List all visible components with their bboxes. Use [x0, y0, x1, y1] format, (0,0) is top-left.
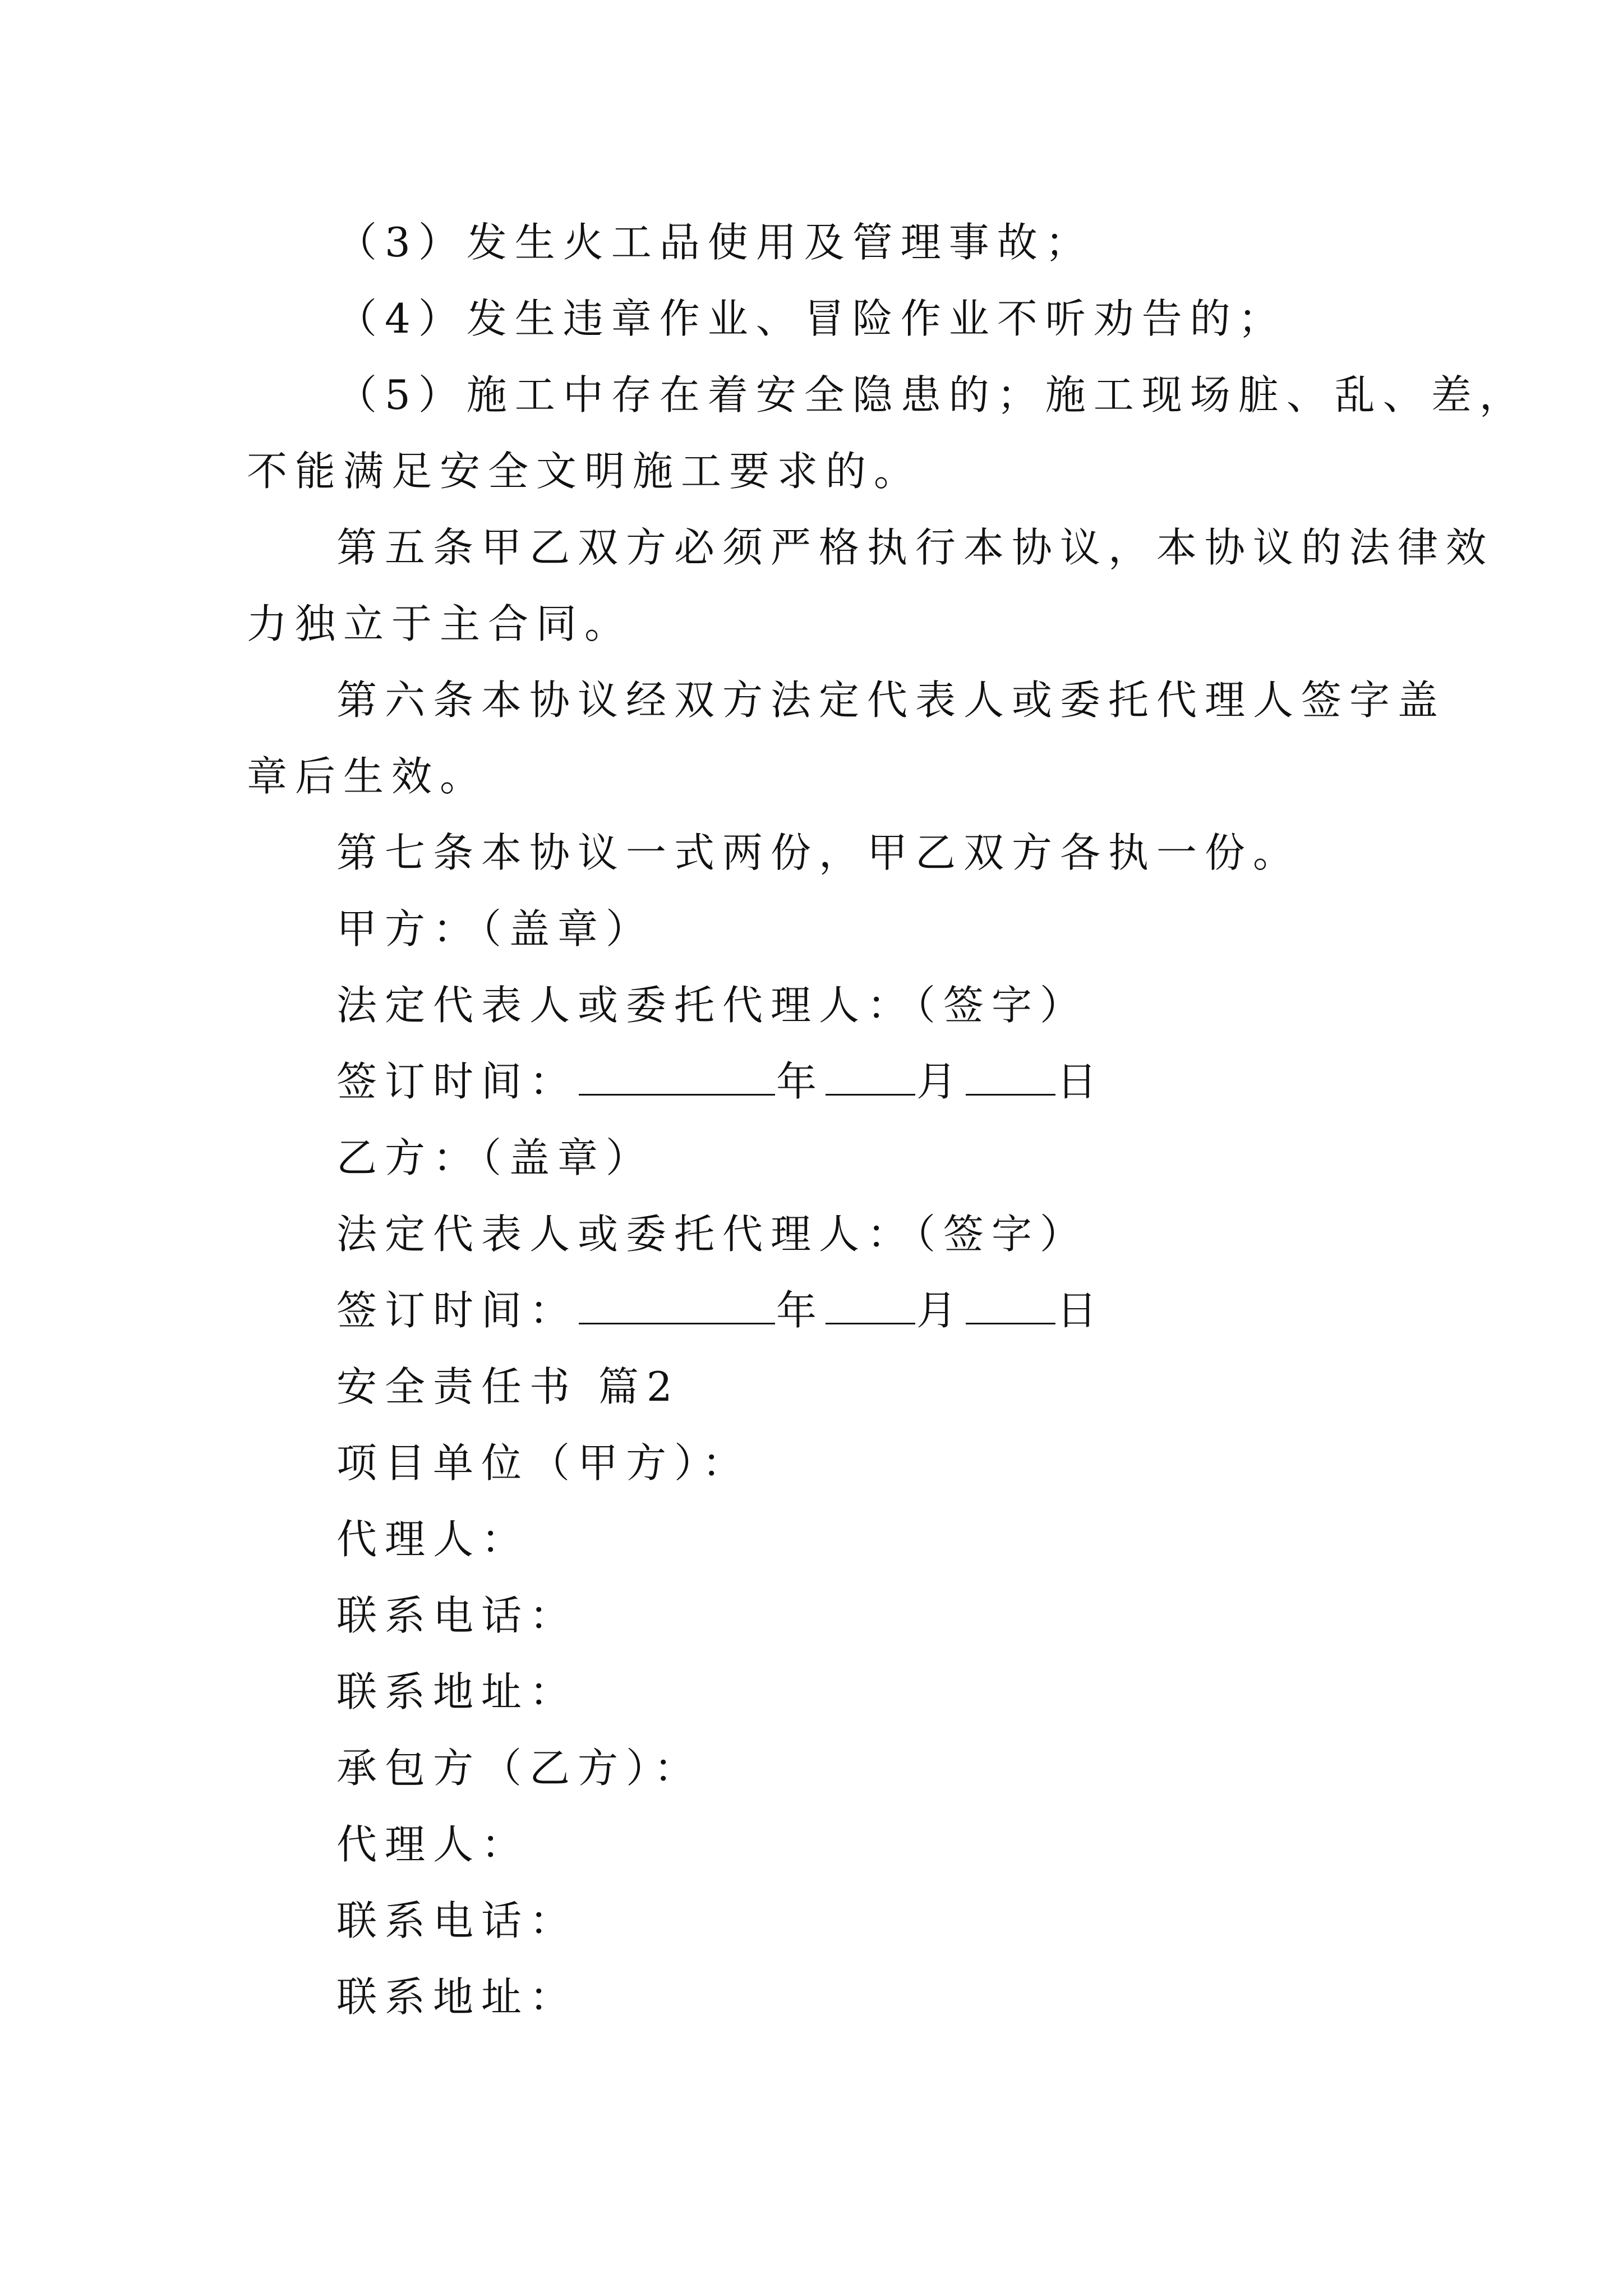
clause-item-4: （4）发生违章作业、冒险作业不听劝告的； [336, 295, 1287, 342]
month-label: 月 [916, 1287, 965, 1334]
month-label: 月 [916, 1058, 965, 1105]
day-label: 日 [1057, 1058, 1105, 1105]
clause-item-5-continued: 不能满足安全文明施工要求的。 [247, 448, 923, 495]
article-6: 第六条本协议经双方法定代表人或委托代理人签字盖 [336, 677, 1446, 724]
section-title: 安全责任书 篇2 [336, 1363, 680, 1410]
article-6-continued: 章后生效。 [247, 753, 488, 800]
party-a-agent-label: 代理人： [336, 1516, 530, 1563]
day-blank [966, 1050, 1055, 1096]
party-b-address-label: 联系地址： [336, 1973, 578, 2021]
party-a-address-label: 联系地址： [336, 1668, 578, 1715]
month-blank [826, 1050, 915, 1096]
party-a-signing-date [0, 1043, 1623, 1120]
party-b-phone-label: 联系电话： [336, 1897, 578, 1944]
year-blank [579, 1279, 775, 1324]
signing-date-label: 签订时间： [336, 1058, 578, 1105]
article-5-continued: 力独立于主合同。 [247, 600, 633, 647]
day-label: 日 [1057, 1287, 1105, 1334]
party-b-representative: 法定代表人或委托代理人：（签字） [336, 1211, 1089, 1258]
day-blank [966, 1279, 1055, 1324]
signing-date-label: 签订时间： [336, 1287, 578, 1334]
party-b-agent-label: 代理人： [336, 1821, 530, 1868]
party-b-signing-date [0, 1272, 1623, 1349]
year-label: 年 [776, 1058, 825, 1105]
contractor-label: 承包方（乙方）： [336, 1745, 703, 1792]
party-a-representative: 法定代表人或委托代理人：（签字） [336, 982, 1089, 1029]
party-b-seal: 乙方：（盖章） [336, 1134, 654, 1181]
article-7: 第七条本协议一式两份，甲乙双方各执一份。 [336, 829, 1302, 876]
month-blank [826, 1279, 915, 1324]
clause-item-3: （3）发生火工品使用及管理事故； [336, 219, 1094, 266]
party-a-seal: 甲方：（盖章） [336, 905, 654, 953]
year-label: 年 [776, 1287, 825, 1334]
article-5: 第五条甲乙双方必须严格执行本协议，本协议的法律效 [336, 524, 1495, 571]
party-a-phone-label: 联系电话： [336, 1592, 578, 1639]
project-unit-label: 项目单位（甲方）： [336, 1439, 751, 1487]
year-blank [579, 1050, 775, 1096]
clause-item-5: （5）施工中存在着安全隐患的；施工现场脏、乱、差， [336, 371, 1528, 418]
